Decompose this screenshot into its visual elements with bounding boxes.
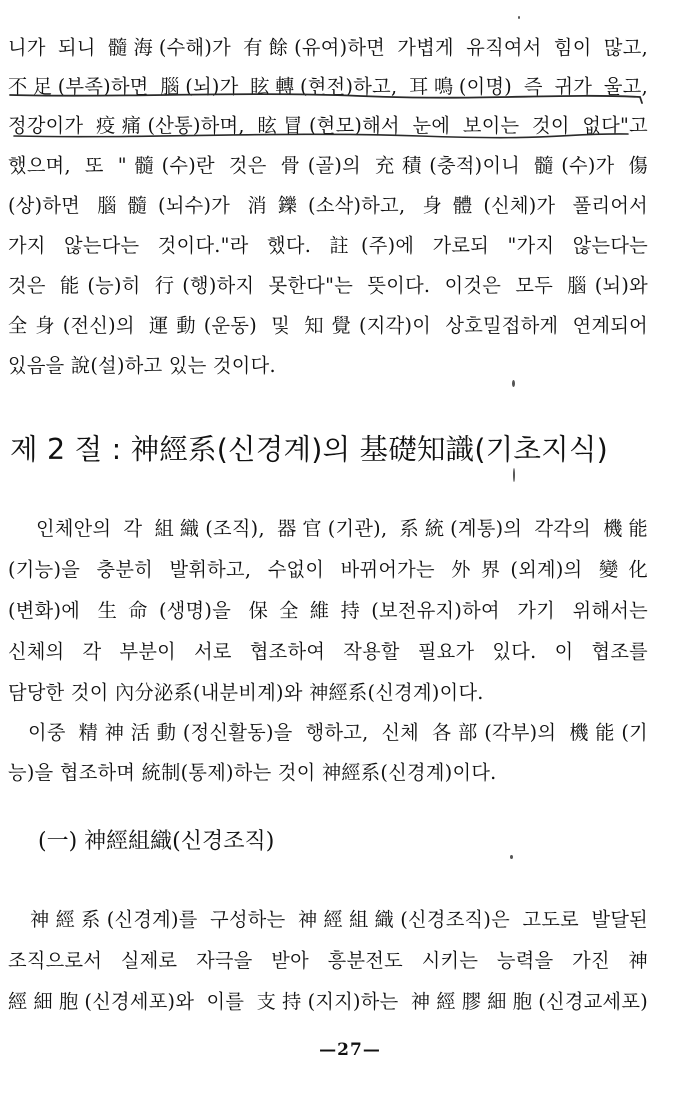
scan-speck — [512, 380, 515, 387]
text-line: 능)을 협조하며 統制(통제)하는 것이 神經系(신경계)이다. — [8, 761, 497, 784]
text-line: 가지 않는다는 것이다."라 했다. 註(주)에 가로되 "가지 않는다는 — [8, 234, 648, 257]
text-line: 것은 能(능)히 行(행)하지 못한다"는 뜻이다. 이것은 모두 腦(뇌)와 — [8, 274, 648, 297]
text-line: 인체안의 각 組織(조직), 器官(기관), 系統(계통)의 각각의 機能 — [36, 517, 648, 540]
text-line: 있음을 說(설)하고 있는 것이다. — [8, 354, 276, 377]
text-line: 全身(전신)의 運動(운동) 및 知覺(지각)이 상호밀접하게 연계되어 — [8, 314, 648, 337]
scan-speck — [510, 855, 513, 859]
text-line: 담당한 것이 內分泌系(내분비계)와 神經系(신경계)이다. — [8, 681, 484, 704]
text-line: 不足(부족)하면 腦(뇌)가 眩轉(현전)하고, 耳鳴(이명) 즉 귀가 울고, — [8, 75, 648, 98]
text-line: 神經系(신경계)를 구성하는 神經組織(신경조직)은 고도로 발달된 — [30, 908, 648, 931]
text-line: 經細胞(신경세포)와 이를 支持(지지)하는 神經膠細胞(신경교세포) — [8, 990, 648, 1013]
text-line: 했으며, 또 "髓(수)란 것은 骨(골)의 充積(충적)이니 髓(수)가 傷 — [8, 154, 648, 177]
section-heading: 제 2 절 : 神經系(신경계)의 基礎知識(기초지식) — [10, 433, 608, 466]
scan-speck — [518, 16, 520, 19]
text-line: 정강이가 疫痛(산통)하며, 眩冒(현모)해서 눈에 보이는 것이 없다"고 — [8, 114, 648, 137]
text-line: 이중 精神活動(정신활동)을 행하고, 신체 各部(각부)의 機能(기 — [28, 721, 648, 744]
scan-speck — [513, 468, 515, 482]
page-number: —27— — [319, 1040, 381, 1060]
text-line: (상)하면 腦髓(뇌수)가 消鑠(소삭)하고, 身體(신체)가 풀리어서 — [8, 194, 648, 217]
text-line: (기능)을 충분히 발휘하고, 수없이 바뀌어가는 外界(외계)의 變化 — [8, 558, 648, 581]
text-line: (변화)에 生命(생명)을 保全維持(보전유지)하여 가기 위해서는 — [8, 599, 648, 622]
text-line: 니가 되니 髓海(수해)가 有餘(유여)하면 가볍게 유직여서 힘이 많고, — [8, 36, 648, 59]
text-line: 조직으로서 실제로 자극을 받아 흥분전도 시키는 능력을 가진 神 — [8, 949, 648, 972]
subsection-heading: (一) 神經組織(신경조직) — [38, 829, 275, 854]
text-line: 신체의 각 부분이 서로 협조하여 작용할 필요가 있다. 이 협조를 — [8, 640, 648, 663]
